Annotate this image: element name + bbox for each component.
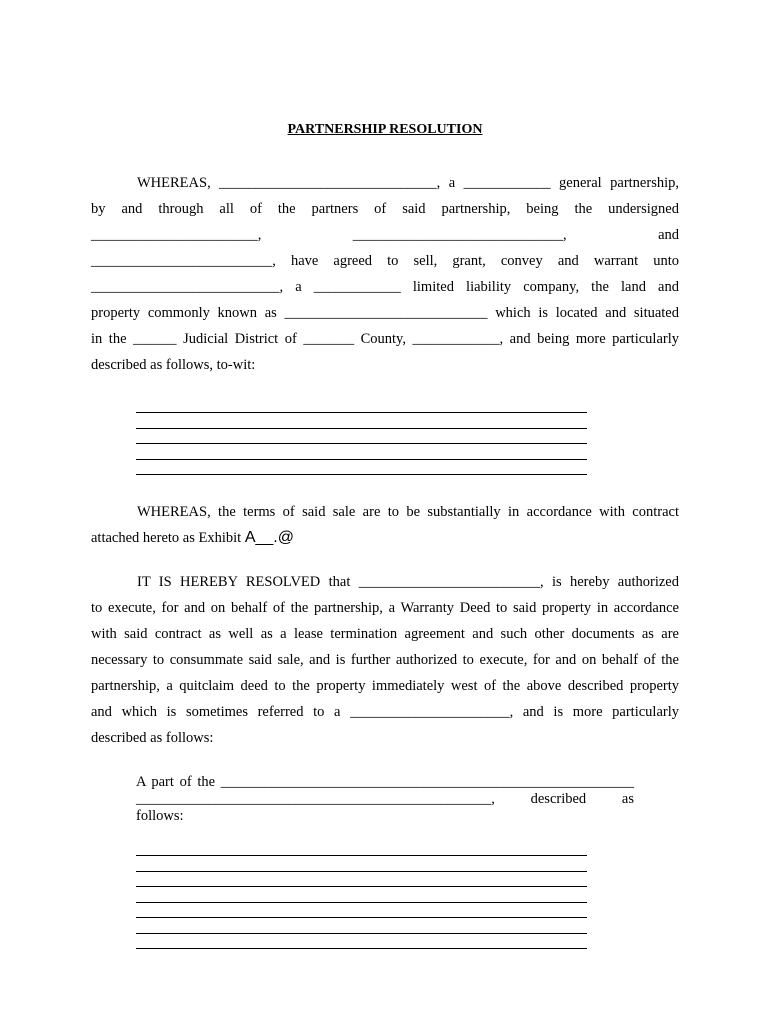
- blank-line: [136, 933, 587, 934]
- blank-line: [136, 886, 587, 887]
- p4-line-1: A part of the _________________________________________________________: [136, 774, 634, 790]
- blank-line: [136, 459, 587, 460]
- p1-line-8: described as follows, to-wit:: [91, 357, 256, 373]
- exhibit-mark: A__.@: [244, 529, 294, 546]
- p2-line-2: [91, 529, 679, 547]
- p1-line-3: _______________________, _____________________________, and: [91, 227, 679, 243]
- p2-line-1: WHEREAS, the terms of said sale are to be substantially in accordance with contract: [137, 504, 679, 520]
- p1-line-4: _________________________, have agreed to sell, grant, convey and warrant unto: [91, 253, 679, 269]
- p2-text: attached hereto as Exhibit: [91, 530, 242, 546]
- p3-line-4: necessary to consummate said sale, and is further authorized to execute, for and on behalf of the: [91, 652, 679, 668]
- p4-line-2: _________________________________________________, described as: [136, 791, 634, 807]
- p3-line-3: with said contract as well as a lease termination agreement and such other documents as are: [91, 626, 679, 642]
- blank-line: [136, 443, 587, 444]
- p1-line-5: __________________________, a ____________ limited liability company, the land and: [91, 279, 679, 295]
- blank-line: [136, 412, 587, 413]
- p3-line-2: to execute, for and on behalf of the partnership, a Warranty Deed to said property in accordance: [91, 600, 679, 616]
- blank-line: [136, 917, 587, 918]
- p3-line-6: and which is sometimes referred to a ______________________, and is more particularly: [91, 704, 679, 720]
- p1-line-7: in the ______ Judicial District of _______ County, ____________, and being more particularly: [91, 331, 679, 347]
- p1-line-6: property commonly known as ____________________________ which is located and situated: [91, 305, 679, 321]
- p3-line-7: described as follows:: [91, 730, 214, 746]
- p4-line-3: follows:: [136, 808, 184, 824]
- p3-line-5: partnership, a quitclaim deed to the property immediately west of the above described property: [91, 678, 679, 694]
- blank-line: [136, 902, 587, 903]
- p1-line-1: WHEREAS, ______________________________, a ____________ general partnership,: [137, 175, 679, 191]
- blank-line: [136, 474, 587, 475]
- page-title: PARTNERSHIP RESOLUTION: [287, 122, 483, 137]
- p3-line-1: IT IS HEREBY RESOLVED that _________________________, is hereby authorized: [137, 574, 679, 590]
- blank-line: [136, 871, 587, 872]
- blank-line: [136, 855, 587, 856]
- blank-line: [136, 948, 587, 949]
- p1-line-2: by and through all of the partners of said partnership, being the undersigned: [91, 201, 679, 217]
- blank-line: [136, 428, 587, 429]
